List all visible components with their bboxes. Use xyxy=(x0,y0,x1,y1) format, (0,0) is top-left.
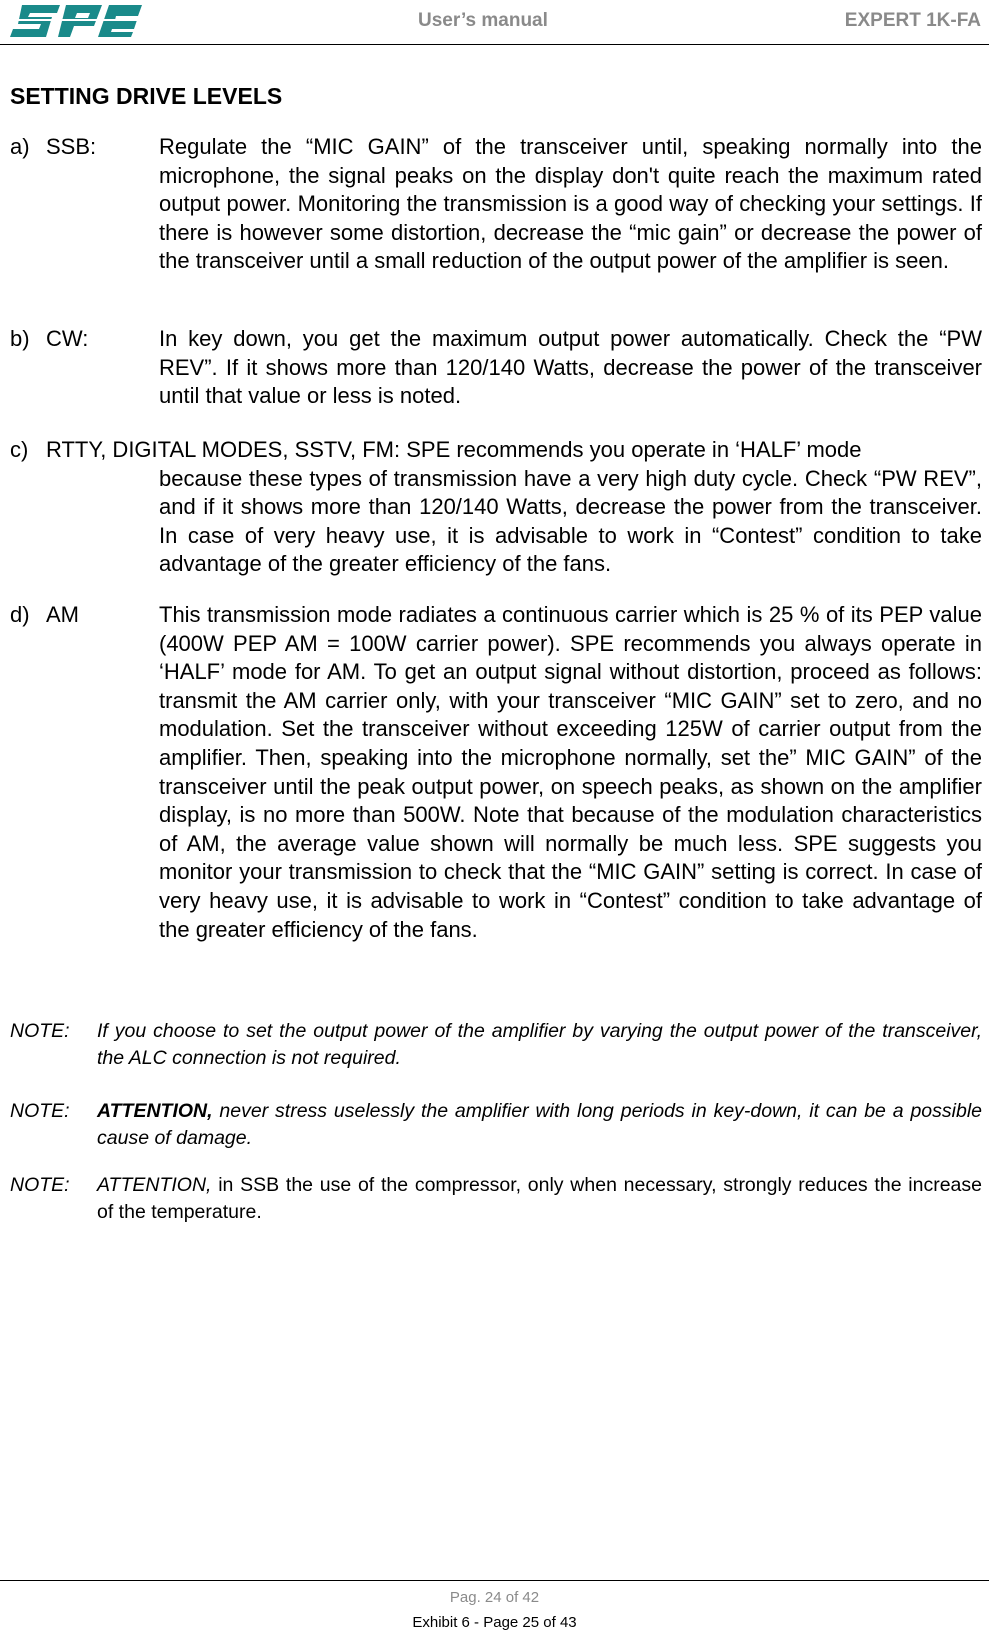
exhibit-label: Exhibit 6 - Page 25 of 43 xyxy=(412,1614,577,1631)
item-text: In key down, you get the maximum output power automatically. Check the “PW REV”. If it shows more than 120/140 Watts, decrease the power of the transceiver until that value or less is noted. xyxy=(159,326,982,409)
item-text: Regulate the “MIC GAIN” of the transceiver until, speaking normally into the microphone, the signal peaks on the display don't quite reach the maximum rated output power. Monitoring the transmission is a good way of checking your settings. If there is however some distortion, decrease the “mic gain” or decrease the power of the transceiver until a small reduction of the output power of the amplifier is seen. xyxy=(159,134,982,274)
note-body: never stress uselessly the amplifier with long periods in key-down, it can be a possible cause of damage. xyxy=(97,1100,982,1149)
section-title: SETTING DRIVE LEVELS xyxy=(10,83,283,109)
page-header xyxy=(0,0,989,45)
note-text: If you choose to set the output power of the amplifier by varying the output power of the transceiver, the ALC connection is not required. xyxy=(97,1020,982,1069)
note-text xyxy=(97,1098,982,1151)
list-item-rtty xyxy=(10,436,982,579)
page-number: Pag. 24 of 42 xyxy=(449,1589,540,1606)
spe-logo xyxy=(8,2,143,40)
item-marker: b) xyxy=(10,326,30,351)
note-label: NOTE: xyxy=(10,1020,70,1042)
item-label: CW: xyxy=(46,326,89,351)
item-label: AM xyxy=(46,602,79,627)
note-compressor xyxy=(10,1172,982,1225)
item-marker: a) xyxy=(10,134,30,159)
item-label: SSB: xyxy=(46,134,97,159)
note-emphasis: ATTENTION, xyxy=(97,1100,213,1122)
item-text: because these types of transmission have a very high duty cycle. Check “PW REV”, and if it shows more than 120/140 Watts, decrease the power from the transceiver. In case of very heavy use, it is advisable to work in “Contest” condition to take advantage of the greater efficiency of the fans. xyxy=(159,465,982,577)
item-first-line: RTTY, DIGITAL MODES, SSTV, FM: SPE recommends you operate in ‘HALF’ mode xyxy=(46,437,862,462)
note-key-down xyxy=(10,1098,982,1151)
list-item-ssb xyxy=(10,133,982,276)
note-emphasis: ATTENTION, xyxy=(97,1174,212,1196)
note-body: in SSB the use of the compressor, only when necessary, strongly reduces the increase of the temperature. xyxy=(97,1174,982,1223)
note-alc xyxy=(10,1018,982,1071)
footer-divider xyxy=(0,1580,989,1581)
header-manual-label: User’s manual xyxy=(418,10,548,31)
list-item-am xyxy=(10,601,982,944)
note-label: NOTE: xyxy=(10,1100,70,1122)
note-text xyxy=(97,1172,982,1225)
list-item-cw xyxy=(10,325,982,411)
header-model-label: EXPERT 1K-FA xyxy=(844,10,981,31)
note-label: NOTE: xyxy=(10,1174,70,1196)
item-marker: c) xyxy=(10,437,29,462)
item-marker: d) xyxy=(10,602,30,627)
item-text: This transmission mode radiates a continuous carrier which is 25 % of its PEP value (400W PEP AM = 100W carrier power). SPE recommends you always operate in ‘HALF’ mode for AM. To get an output signal without distortion, proceed as follows: transmit the AM carrier only, with your transceiver “MIC GAIN” set to zero, and no modulation. Set the transceiver without exceeding 125W of carrier output from the amplifier. Then, speaking into the microphone normally, set the” MIC GAIN” of the transceiver until the peak output power, on speech peaks, as shown on the amplifier display, is no more than 500W. Note that because of the modulation characteristics of AM, the average value shown will normally be much less. SPE suggests you monitor your transmission to check that the “MIC GAIN” setting is correct. In case of very heavy use, it is advisable to work in “Contest” condition to take advantage of the greater efficiency of the fans. xyxy=(159,602,982,942)
